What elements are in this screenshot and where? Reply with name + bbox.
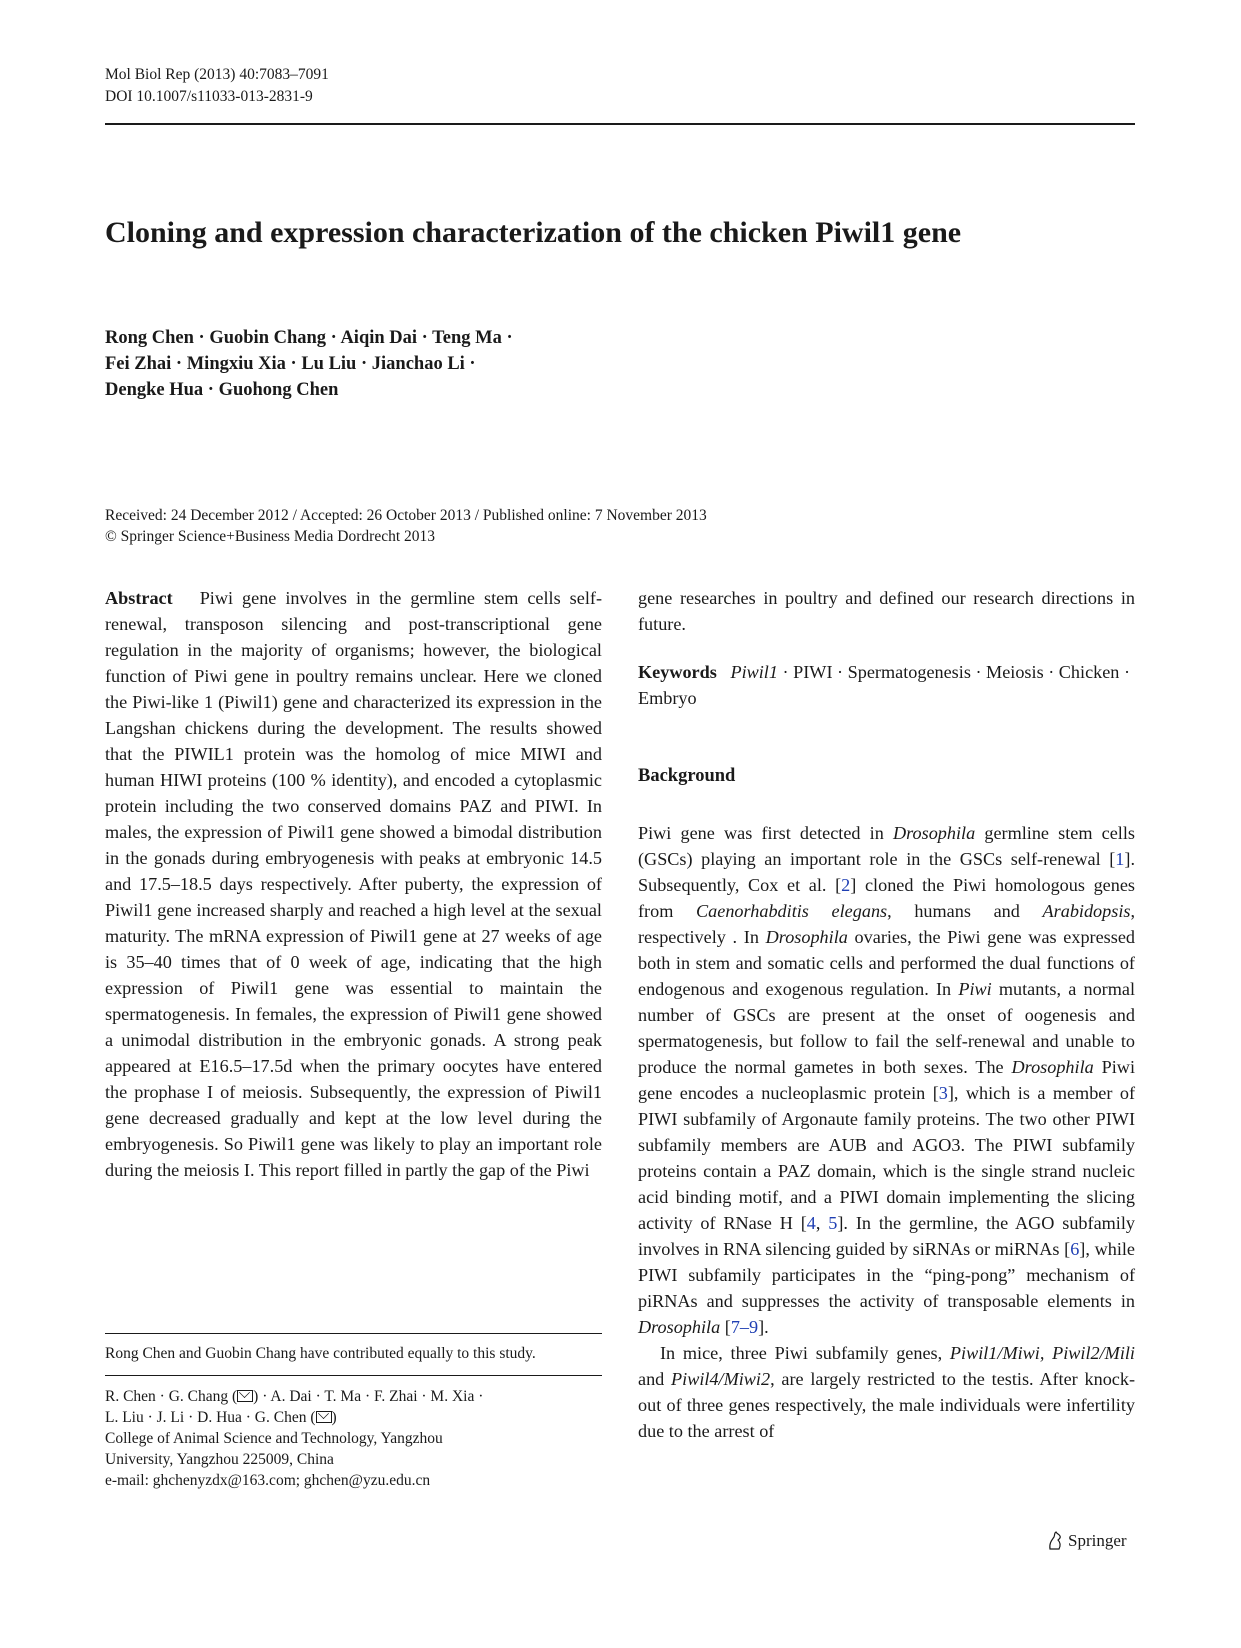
journal-citation: Mol Biol Rep (2013) 40:7083–7091: [105, 66, 329, 83]
header-rule: [105, 123, 1135, 125]
keyword-first: Piwil1: [730, 662, 778, 682]
keyword-list: · PIWI · Spermatogenesis · Meiosis · Chicken · Embryo: [638, 662, 1131, 708]
author-list: [105, 325, 513, 403]
abstract: [105, 585, 602, 1183]
equal-contribution-note: Rong Chen and Guobin Chang have contributed equally to this study.: [105, 1345, 536, 1362]
abstract-label: Abstract: [105, 588, 173, 608]
keywords-label: Keywords: [638, 662, 717, 682]
envelope-icon: [237, 1390, 253, 1402]
doi[interactable]: DOI 10.1007/s11033-013-2831-9: [105, 88, 313, 105]
citation-link[interactable]: 7–9: [730, 1317, 759, 1337]
author-line: Rong Chen · Guobin Chang · Aiqin Dai · Teng Ma ·: [105, 328, 513, 348]
email[interactable]: e-mail: ghchenyzdx@163.com; ghchen@yzu.edu.cn: [105, 1472, 431, 1489]
institution: University, Yangzhou 225009, China: [105, 1451, 334, 1468]
affiliation-authors: R. Chen · G. Chang ( ) · A. Dai · T. Ma · F. Zhai · M. Xia ·: [105, 1388, 484, 1405]
citation-link[interactable]: 6: [1070, 1239, 1080, 1259]
citation-link[interactable]: 1: [1115, 849, 1125, 869]
citation-link[interactable]: 2: [841, 875, 851, 895]
keywords: [638, 659, 1135, 711]
publisher-name: Springer: [1068, 1531, 1127, 1550]
footnote-rule: [105, 1333, 602, 1334]
affiliation: [105, 1386, 483, 1491]
envelope-icon: [316, 1411, 332, 1423]
paragraph: In mice, three Piwi subfamily genes, Piwil1/Miwi, Piwil2/Mili and Piwil4/Miwi2, are largely restricted to the testis. After knock-out of three genes respectively, the male individuals were infertility due to the arrest of: [638, 1343, 1136, 1441]
abstract-continuation: gene researches in poultry and defined our research directions in future.: [638, 588, 1135, 634]
footnote-rule: [105, 1375, 602, 1376]
publication-dates: [105, 505, 707, 547]
publisher-logo: [1046, 1531, 1127, 1551]
section-heading-background: Background: [638, 766, 736, 786]
author-line: Dengke Hua · Guohong Chen: [105, 380, 339, 400]
springer-horse-icon: [1046, 1531, 1064, 1551]
copyright: © Springer Science+Business Media Dordrecht 2013: [105, 528, 436, 545]
institution: College of Animal Science and Technology, Yangzhou: [105, 1430, 443, 1447]
history-dates: Received: 24 December 2012 / Accepted: 26 October 2013 / Published online: 7 November 2013: [105, 507, 707, 524]
paper-title: Cloning and expression characterization of the chicken Piwil1 gene: [105, 216, 962, 249]
author-line: Fei Zhai · Mingxiu Xia · Lu Liu · Jianchao Li ·: [105, 354, 476, 374]
journal-info: [105, 64, 329, 108]
citation-link[interactable]: 4: [806, 1213, 816, 1233]
citation-link[interactable]: 5: [828, 1213, 838, 1233]
paragraph: Piwi gene was first detected in Drosophila germline stem cells (GSCs) playing an important role in the GSCs self-renewal [1]. Subsequently, Cox et al. [2] cloned the Piwi homologous genes from Caenorhabditis elegans, humans and Arabidopsis, respectively . In Drosophila ovaries, the Piwi gene was expressed both in stem and somatic cells and performed the dual functions of endogenous and exogenous regulation. In Piwi mutants, a normal number of GSCs are present at the onset of oogenesis and spermatogenesis, but follow to fail the self-renewal and unable to produce the normal gametes in both sexes. The Drosophila Piwi gene encodes a nucleoplasmic protein [3], which is a member of PIWI subfamily of Argonaute family proteins. The two other PIWI subfamily members are AUB and AGO3. The PIWI subfamily proteins contain a PAZ domain, which is the single strand nucleic acid binding motif, and a PIWI domain implementing the slicing activity of RNase H [4, 5]. In the germline, the AGO subfamily involves in RNA silencing guided by siRNAs or miRNAs [6], while PIWI subfamily participates in the “ping-pong” mechanism of piRNAs and suppresses the activity of transposable elements in Drosophila [7–9].: [638, 823, 1136, 1337]
background-text: [638, 820, 1135, 1444]
citation-link[interactable]: 3: [938, 1083, 948, 1103]
affiliation-authors: L. Liu · J. Li · D. Hua · G. Chen ( ): [105, 1409, 337, 1426]
abstract-text: Piwi gene involves in the germline stem cells self-renewal, transposon silencing and post-transcriptional gene regulation in the majority of organisms; however, the biological function of Piwi gene in poultry remains unclear. Here we cloned the Piwi-like 1 (Piwil1) gene and characterized its expression in the Langshan chickens during the development. The results showed that the PIWIL1 protein was the homolog of mice MIWI and human HIWI proteins (100 % identity), and encoded a cytoplasmic protein including the two conserved domains PAZ and PIWI. In males, the expression of Piwil1 gene showed a bimodal distribution in the gonads during embryogenesis with peaks at embryonic 14.5 and 17.5–18.5 days respectively. After puberty, the expression of Piwil1 gene increased sharply and reached a high level at the sexual maturity. The mRNA expression of Piwil1 gene at 27 weeks of age is 35–40 times that of 0 week of age, indicating that the high expression of Piwil1 gene was essential to maintain the spermatogenesis. In females, the expression of Piwil1 gene showed a unimodal distribution in the embryonic gonads. A strong peak appeared at E16.5–17.5d when the primary oocytes have entered the prophase I of meiosis. Subsequently, the expression of Piwil1 gene decreased gradually and kept at the low level during the embryogenesis. So Piwil1 gene was likely to play an important role during the meiosis I. This report filled in partly the gap of the Piwi: [105, 588, 602, 1180]
